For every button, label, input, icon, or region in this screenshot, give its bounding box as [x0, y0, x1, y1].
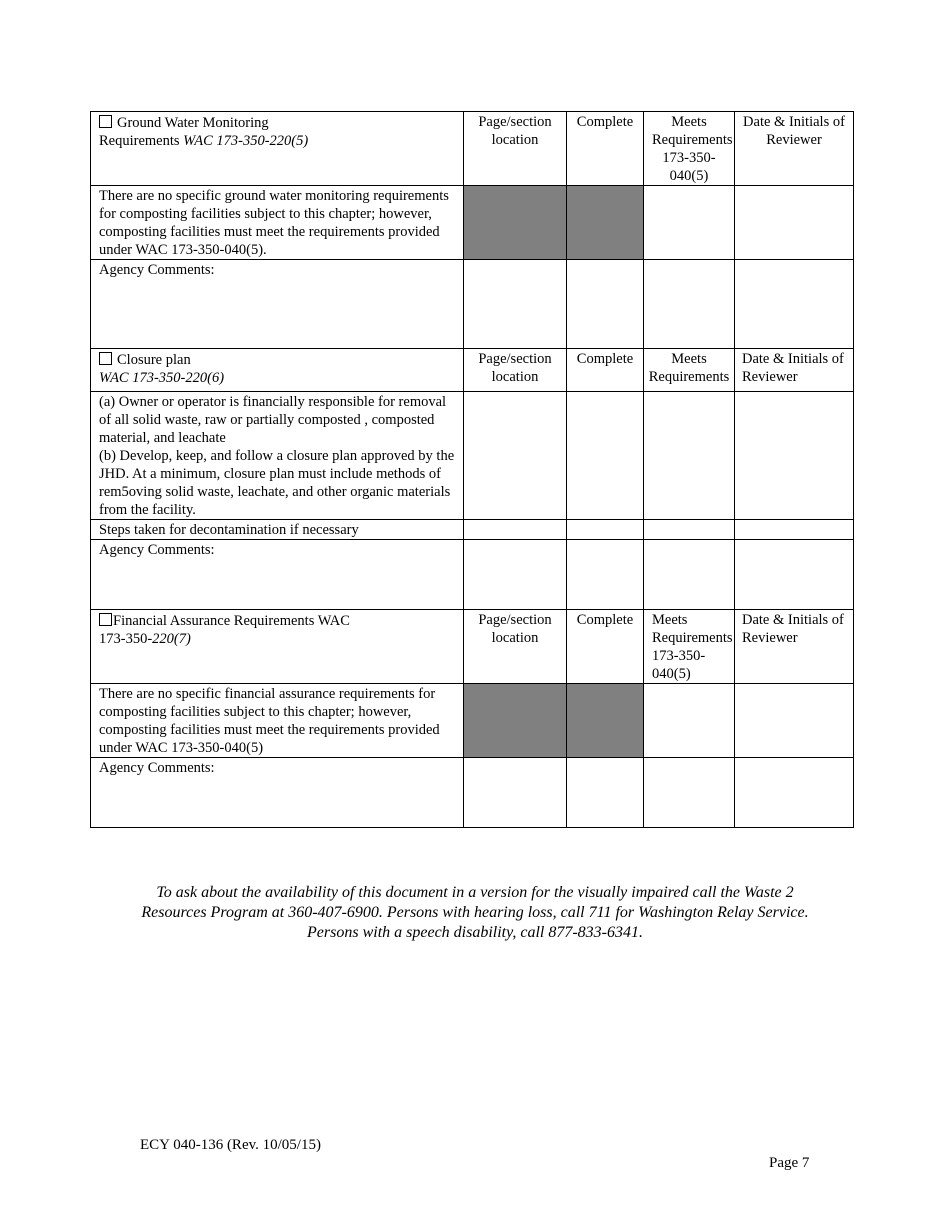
- col-header-page-section: Page/section location: [464, 610, 567, 684]
- financial-title: Financial Assurance Requirements WAC 173-350-220(7): [91, 610, 464, 684]
- closure-requirement-text: (a) Owner or operator is financially responsible for removal of all solid waste, raw or partially composted , composted material, and leachate (b) Develop, keep, and follow a closure plan approved by the JHD. At a minimum, closure plan must include methods of rem5oving solid waste, leachate, and other organic materials from the facility.: [91, 392, 464, 520]
- date-initials-cell[interactable]: [735, 684, 854, 758]
- complete-cell[interactable]: [567, 540, 644, 610]
- complete-cell[interactable]: [567, 260, 644, 349]
- page-section-cell[interactable]: [464, 520, 567, 540]
- page-section-cell[interactable]: [464, 260, 567, 349]
- ground-water-requirement-text: There are no specific ground water monitoring requirements for composting facilities subject to this chapter; however, composting facilities must meet the requirements provided under WAC 173-350-040(5).: [91, 186, 464, 260]
- date-initials-cell[interactable]: [735, 392, 854, 520]
- shaded-cell: [464, 186, 567, 260]
- shaded-cell: [464, 684, 567, 758]
- agency-comments-label[interactable]: Agency Comments:: [91, 540, 464, 610]
- col-header-complete: Complete: [567, 112, 644, 186]
- meets-requirements-cell[interactable]: [644, 520, 735, 540]
- col-header-page-section: Page/section location: [464, 349, 567, 392]
- ground-water-requirement-row: [91, 186, 854, 260]
- col-header-meets-requirements: Meets Requirements 173-350-040(5): [644, 112, 735, 186]
- ground-water-checkbox[interactable]: [99, 115, 112, 128]
- date-initials-cell[interactable]: [735, 758, 854, 828]
- closure-comments-row: [91, 540, 854, 610]
- agency-comments-label[interactable]: Agency Comments:: [91, 758, 464, 828]
- col-header-date-initials: Date & Initials of Reviewer: [735, 349, 854, 392]
- closure-requirement-row: [91, 392, 854, 520]
- agency-comments-label[interactable]: Agency Comments:: [91, 260, 464, 349]
- col-header-meets-requirements: Meets Requirements: [644, 349, 735, 392]
- page-section-cell[interactable]: [464, 540, 567, 610]
- financial-requirement-row: [91, 684, 854, 758]
- meets-requirements-cell[interactable]: [644, 758, 735, 828]
- financial-comments-row: [91, 758, 854, 828]
- date-initials-cell[interactable]: [735, 520, 854, 540]
- page-section-cell[interactable]: [464, 758, 567, 828]
- shaded-cell: [567, 684, 644, 758]
- col-header-date-initials: Date & Initials of Reviewer: [735, 112, 854, 186]
- ground-water-header-row: [91, 112, 854, 186]
- meets-requirements-cell[interactable]: [644, 540, 735, 610]
- col-header-page-section: Page/section location: [464, 112, 567, 186]
- col-header-complete: Complete: [567, 349, 644, 392]
- shaded-cell: [567, 186, 644, 260]
- meets-requirements-cell[interactable]: [644, 684, 735, 758]
- ground-water-comments-row: [91, 260, 854, 349]
- closure-title: Closure plan WAC 173-350-220(6): [91, 349, 464, 392]
- closure-steps-text: Steps taken for decontamination if necessary: [91, 520, 464, 540]
- financial-requirement-text: There are no specific financial assurance requirements for composting facilities subject to this chapter; however, composting facilities must meet the requirements provided under WAC 173-350-040(5): [91, 684, 464, 758]
- page-number: Page 7: [769, 1155, 810, 1171]
- ground-water-title: Ground Water Monitoring Requirements WAC 173-350-220(5): [91, 112, 464, 186]
- meets-requirements-cell[interactable]: [644, 260, 735, 349]
- complete-cell[interactable]: [567, 758, 644, 828]
- page-section-cell[interactable]: [464, 392, 567, 520]
- form-number: ECY 040-136 (Rev. 10/05/15): [140, 1137, 321, 1153]
- complete-cell[interactable]: [567, 520, 644, 540]
- date-initials-cell[interactable]: [735, 260, 854, 349]
- col-header-complete: Complete: [567, 610, 644, 684]
- financial-header-row: [91, 610, 854, 684]
- meets-requirements-cell[interactable]: [644, 392, 735, 520]
- col-header-date-initials: Date & Initials of Reviewer: [735, 610, 854, 684]
- meets-requirements-cell[interactable]: [644, 186, 735, 260]
- date-initials-cell[interactable]: [735, 186, 854, 260]
- col-header-meets-requirements: Meets Requirements 173-350-040(5): [644, 610, 735, 684]
- closure-header-row: [91, 349, 854, 392]
- closure-steps-row: [91, 520, 854, 540]
- date-initials-cell[interactable]: [735, 540, 854, 610]
- complete-cell[interactable]: [567, 392, 644, 520]
- accessibility-note: To ask about the availability of this document in a version for the visually impaired call the Waste 2 Resources Program at 360-407-6900. Persons with hearing loss, call 711 for Washington Relay Service. Persons with a speech disability, call 877-833-6341.: [141, 884, 809, 941]
- closure-checkbox[interactable]: [99, 352, 112, 365]
- review-checklist-table: [90, 111, 854, 828]
- financial-checkbox[interactable]: [99, 613, 112, 626]
